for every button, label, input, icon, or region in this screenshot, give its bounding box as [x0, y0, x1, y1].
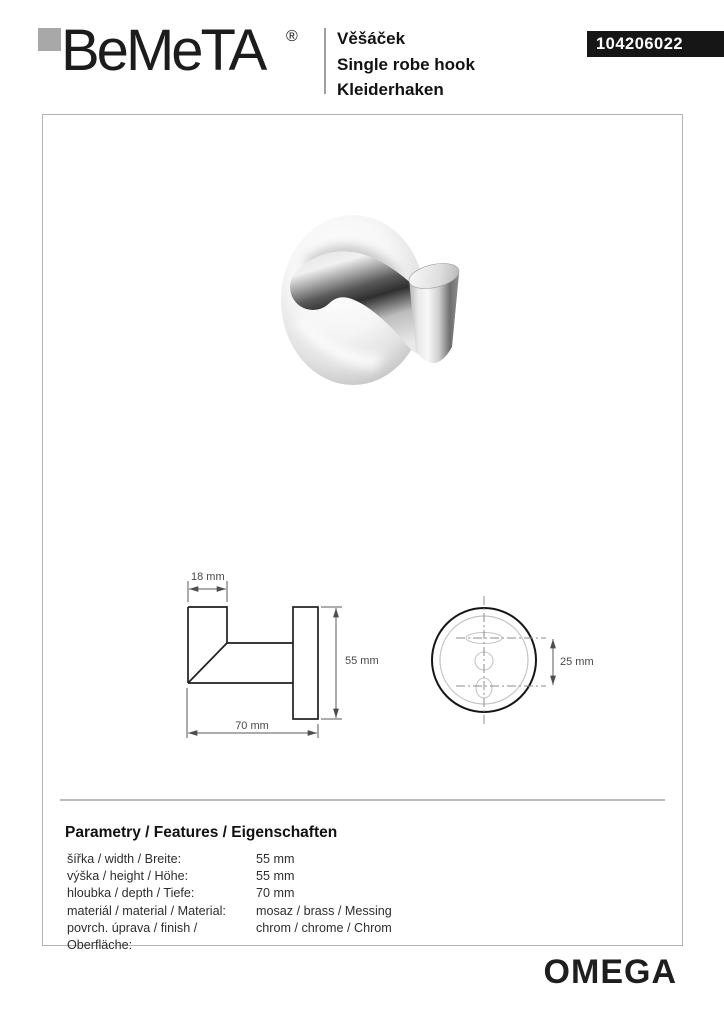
param-value-depth: 70 mm — [256, 886, 295, 901]
param-value-width: 55 mm — [256, 852, 295, 866]
product-name-cs: Věšáček — [337, 29, 406, 48]
product-code-badge: 104206022 — [587, 31, 724, 57]
param-label-height: výška / height / Höhe: — [67, 869, 189, 884]
series-name: OMEGA — [543, 953, 677, 991]
parameters-heading: Parametry / Features / Eigenschaften — [65, 824, 338, 841]
dim-label-25mm: 25 mm — [560, 656, 594, 668]
technical-drawings — [160, 555, 620, 755]
parameters-table — [67, 851, 627, 954]
brand-logo: BeMeTA — [61, 18, 265, 83]
param-value-finish: chrom / chrome / Chrom — [256, 920, 392, 935]
dim-label-18mm: 18 mm — [191, 571, 225, 583]
param-label-depth: hloubka / depth / Tiefe: — [67, 886, 195, 901]
front-view-drawing — [432, 596, 553, 726]
product-name-en: Single robe hook — [337, 54, 475, 74]
dim-label-55mm: 55 mm — [345, 655, 379, 667]
param-label-material: materiál / material / Material: — [67, 903, 226, 918]
logo-square-icon — [38, 28, 61, 51]
registered-trademark-icon: ® — [286, 28, 298, 45]
product-titles — [337, 26, 475, 103]
side-view-drawing — [188, 607, 318, 719]
product-name-de: Kleiderhaken — [337, 80, 444, 99]
param-value-material: mosaz / brass / Messing — [256, 903, 392, 918]
dim-label-70mm: 70 mm — [235, 720, 269, 732]
header-divider — [324, 28, 326, 94]
product-photo — [275, 205, 475, 395]
param-label-finish: povrch. úprava / finish / Oberfläche: — [67, 920, 198, 953]
param-value-height: 55 mm — [256, 869, 295, 884]
section-divider — [60, 799, 665, 801]
param-label-width: šířka / width / Breite: — [67, 852, 182, 866]
